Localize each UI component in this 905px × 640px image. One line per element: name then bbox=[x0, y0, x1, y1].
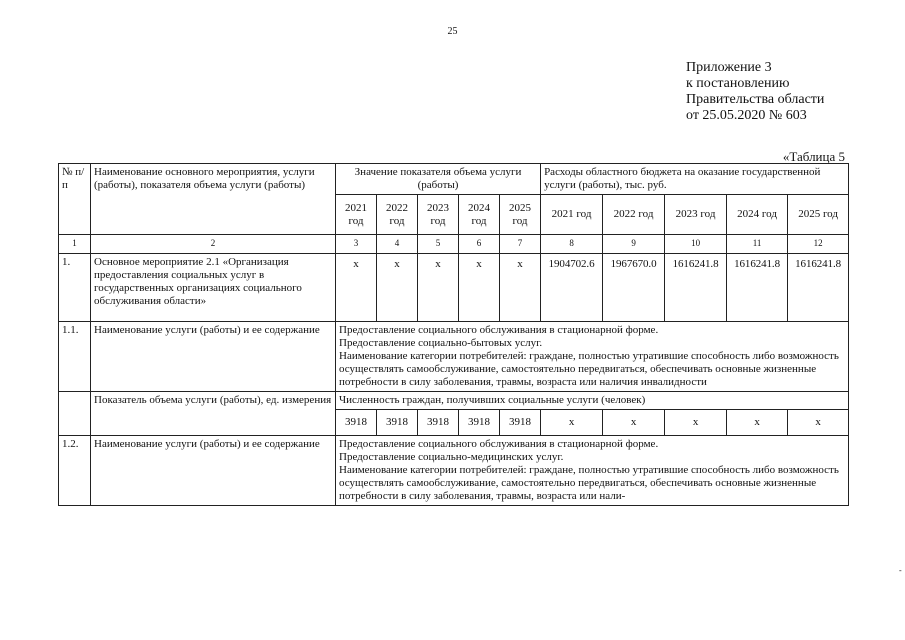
expense-cell: х bbox=[788, 410, 849, 436]
row-number: 1.1. bbox=[59, 322, 91, 392]
value-cell: 3918 bbox=[459, 410, 500, 436]
column-number: 6 bbox=[459, 235, 500, 254]
value-cell: 3918 bbox=[418, 410, 459, 436]
expense-cell: х bbox=[727, 410, 788, 436]
expense-year: 2022 год bbox=[603, 195, 665, 235]
value-cell: х bbox=[377, 254, 418, 322]
description-line: Предоставление социального обслуживания в стационарной форме. bbox=[339, 438, 659, 450]
value-year: 2023 год bbox=[418, 195, 459, 235]
description-line: Наименование категории потребителей: граждане, полностью утратившие способность либо возможность осуществлять самообслуживание, самостоятельно передвигаться, обеспечивать основные жизненные потребности в силу заболевания, травмы, возраста или наличия инвалидности bbox=[339, 350, 839, 388]
expense-cell: х bbox=[603, 410, 665, 436]
column-number: 11 bbox=[727, 235, 788, 254]
indicator-description: Численность граждан, получивших социальные услуги (человек) bbox=[336, 392, 849, 410]
table-row bbox=[59, 392, 849, 410]
appendix-line: от 25.05.2020 № 603 bbox=[686, 108, 807, 123]
row-name: Показатель объема услуги (работы), ед. измерения bbox=[91, 392, 336, 436]
description-line: Предоставление социально-медицинских услуг. bbox=[339, 451, 564, 463]
row-number: 1. bbox=[59, 254, 91, 322]
value-year: 2022 год bbox=[377, 195, 418, 235]
column-number: 3 bbox=[336, 235, 377, 254]
expense-cell: х bbox=[665, 410, 727, 436]
expense-year: 2023 год bbox=[665, 195, 727, 235]
column-number: 5 bbox=[418, 235, 459, 254]
column-number: 8 bbox=[541, 235, 603, 254]
table-row bbox=[59, 322, 849, 392]
description-line: Наименование категории потребителей: граждане, полностью утратившие способность либо возможность осуществлять самообслуживание, самостоятельно передвигаться, обеспечивать основные жизненные потребности в силу заболевания, травмы, возраста или нали- bbox=[339, 464, 839, 502]
column-number: 2 bbox=[91, 235, 336, 254]
expense-cell: 1616241.8 bbox=[788, 254, 849, 322]
expense-year: 2024 год bbox=[727, 195, 788, 235]
value-cell: 3918 bbox=[377, 410, 418, 436]
expense-cell: х bbox=[541, 410, 603, 436]
column-number: 9 bbox=[603, 235, 665, 254]
appendix-line: Правительства области bbox=[686, 92, 825, 107]
column-number: 12 bbox=[788, 235, 849, 254]
value-year: 2024 год bbox=[459, 195, 500, 235]
expense-year: 2021 год bbox=[541, 195, 603, 235]
expense-cell: 1904702.6 bbox=[541, 254, 603, 322]
header-name: Наименование основного мероприятия, услуги (работы), показателя объема услуги (работы) bbox=[91, 164, 336, 235]
value-cell: х bbox=[459, 254, 500, 322]
value-cell: х bbox=[418, 254, 459, 322]
header-expenses: Расходы областного бюджета на оказание государственной услуги (работы), тыс. руб. bbox=[541, 164, 849, 195]
row-name: Основное мероприятие 2.1 «Организация предоставления социальных услуг в государственных организациях социального обслуживания области» bbox=[91, 254, 336, 322]
description-line: Предоставление социально-бытовых услуг. bbox=[339, 337, 543, 349]
appendix-line: к постановлению bbox=[686, 76, 790, 91]
description-line: Предоставление социального обслуживания в стационарной форме. bbox=[339, 324, 659, 336]
value-year: 2021 год bbox=[336, 195, 377, 235]
column-number: 10 bbox=[665, 235, 727, 254]
table-row bbox=[59, 436, 849, 506]
appendix-block bbox=[686, 60, 824, 124]
header-value: Значение показателя объема услуги (работы) bbox=[336, 164, 541, 195]
column-number: 7 bbox=[500, 235, 541, 254]
value-cell: 3918 bbox=[336, 410, 377, 436]
service-description bbox=[336, 322, 849, 392]
row-number-empty bbox=[59, 392, 91, 436]
column-number: 4 bbox=[377, 235, 418, 254]
value-cell: х bbox=[336, 254, 377, 322]
row-name: Наименование услуги (работы) и ее содержание bbox=[91, 322, 336, 392]
expense-cell: 1967670.0 bbox=[603, 254, 665, 322]
table-caption: «Таблица 5 bbox=[782, 149, 845, 164]
column-number: 1 bbox=[59, 235, 91, 254]
services-table bbox=[58, 163, 849, 506]
row-name: Наименование услуги (работы) и ее содержание bbox=[91, 436, 336, 506]
header-no: № п/п bbox=[59, 164, 91, 235]
service-description bbox=[336, 436, 849, 506]
expense-year: 2025 год bbox=[788, 195, 849, 235]
expense-cell: 1616241.8 bbox=[727, 254, 788, 322]
value-cell: 3918 bbox=[500, 410, 541, 436]
table-row bbox=[59, 254, 849, 322]
page-number: 25 bbox=[447, 26, 458, 37]
value-year: 2025 год bbox=[500, 195, 541, 235]
row-number: 1.2. bbox=[59, 436, 91, 506]
margin-mark: - bbox=[899, 566, 902, 575]
expense-cell: 1616241.8 bbox=[665, 254, 727, 322]
appendix-line: Приложение 3 bbox=[686, 60, 772, 75]
column-numbers-row bbox=[59, 235, 849, 254]
header-row bbox=[59, 164, 849, 195]
value-cell: х bbox=[500, 254, 541, 322]
